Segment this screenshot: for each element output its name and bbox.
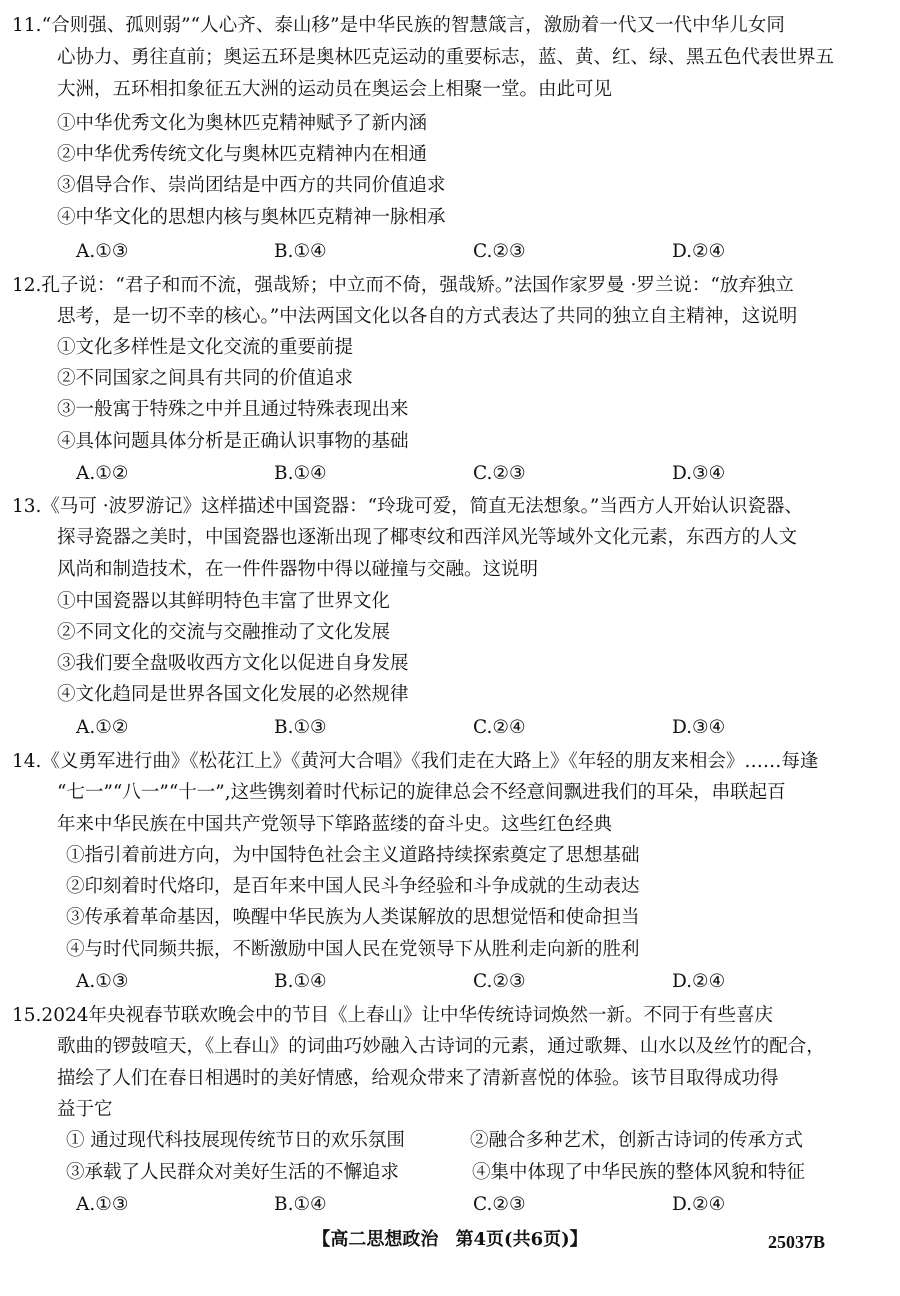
question-15-stem-line-4: 益于它	[57, 1099, 113, 1120]
page-footer	[0, 1228, 900, 1252]
footer-subject: 【高二思想政治	[312, 1229, 439, 1250]
question-14-stem-line-3: 年来中华民族在中国共产党领导下筚路蓝缕的奋斗史。这些红色经典	[57, 814, 613, 835]
question-13-stem-line-2: 探寻瓷器之美时，中国瓷器也逐渐出现了椰枣纹和西洋风光等域外文化元素，东西方的人文	[57, 527, 798, 548]
question-11-choice-d[interactable]: D.②④	[672, 241, 726, 262]
question-number: 15.	[12, 1005, 42, 1026]
question-15-choice-c[interactable]: C.②③	[473, 1194, 526, 1215]
question-12-statement-3: ③一般寓于特殊之中并且通过特殊表现出来	[57, 399, 409, 420]
question-12-statement-2: ②不同国家之间具有共同的价值追求	[57, 368, 354, 389]
question-15-choice-a[interactable]: A.①③	[76, 1194, 129, 1215]
question-12-choice-c[interactable]: C.②③	[473, 463, 526, 484]
footer-page-number: 第4页(共6页)】	[455, 1229, 588, 1250]
question-11-choice-a[interactable]: A.①③	[76, 241, 129, 262]
question-number: 11.	[12, 15, 42, 36]
question-13-statement-3: ③我们要全盘吸收西方文化以促进自身发展	[57, 653, 409, 674]
question-13-choice-c[interactable]: C.②④	[473, 717, 526, 738]
question-11-choice-c[interactable]: C.②③	[473, 241, 526, 262]
question-15-statement-3: ③承载了人民群众对美好生活的不懈追求	[66, 1162, 400, 1183]
question-15-statement-4: ④集中体现了中华民族的整体风貌和特征	[472, 1162, 806, 1183]
question-14-statement-1: ①指引着前进方向，为中国特色社会主义道路持续探索奠定了思想基础	[66, 845, 640, 866]
footer-exam-code: 25037B	[768, 1232, 826, 1252]
question-15-stem-line-3: 描绘了人们在春日相遇时的美好情感，给观众带来了清新喜悦的体验。该节目取得成功得	[57, 1068, 779, 1089]
question-14-statement-2: ②印刻着时代烙印，是百年来中国人民斗争经验和斗争成就的生动表达	[66, 876, 640, 897]
question-number: 12.	[12, 275, 42, 296]
question-13-choice-b[interactable]: B.①③	[274, 717, 327, 738]
question-11-statement-4: ④中华文化的思想内核与奥林匹克精神一脉相承	[57, 207, 446, 228]
question-14-choice-d[interactable]: D.②④	[672, 971, 726, 992]
question-13-statement-4: ④文化趋同是世界各国文化发展的必然规律	[57, 684, 409, 705]
question-12-statement-4: ④具体问题具体分析是正确认识事物的基础	[57, 431, 409, 452]
question-14-choice-c[interactable]: C.②③	[473, 971, 526, 992]
stem-text: 《马可 ·波罗游记》这样描述中国瓷器：“玲珑可爱，简直无法想象。”当西方人开始认识瓷器、	[41, 496, 803, 517]
question-11-statement-3: ③倡导合作、崇尚团结是中西方的共同价值追求	[57, 175, 446, 196]
question-12-stem-line-1	[12, 274, 794, 298]
question-13-choice-d[interactable]: D.③④	[672, 717, 726, 738]
question-11-stem-line-1	[12, 14, 888, 38]
question-11-stem-line-3: 大洲，五环相扣象征五大洲的运动员在奥运会上相聚一堂。由此可见	[57, 79, 613, 100]
question-14-statement-4: ④与时代同频共振，不断激励中国人民在党领导下从胜利走向新的胜利	[66, 939, 640, 960]
question-number: 13.	[12, 496, 42, 517]
question-12-stem-line-2: 思考，是一切不幸的核心。”中法两国文化以各自的方式表达了共同的独立自主精神，这说明	[57, 306, 798, 327]
question-14-choice-b[interactable]: B.①④	[274, 971, 327, 992]
question-15-statement-2: ②融合多种艺术，创新古诗词的传承方式	[470, 1130, 804, 1151]
stem-text: 2024年央视春节联欢晚会中的节目《上春山》让中华传统诗词焕然一新。不同于有些喜庆	[41, 1005, 774, 1026]
question-12-choice-d[interactable]: D.③④	[672, 463, 726, 484]
question-11-choice-b[interactable]: B.①④	[274, 241, 327, 262]
question-15-statement-1: ① 通过现代科技展现传统节日的欢乐氛围	[66, 1130, 405, 1151]
question-15-choice-d[interactable]: D.②④	[672, 1194, 726, 1215]
question-12-statement-1: ①文化多样性是文化交流的重要前提	[57, 337, 354, 358]
question-11-statement-1: ①中华优秀文化为奥林匹克精神赋予了新内涵	[57, 113, 428, 134]
stem-text: “合则强、孤则弱”“人心齐、泰山移”是中华民族的智慧箴言，激励着一代又一代中华儿女同	[41, 15, 785, 36]
question-13-statement-2: ②不同文化的交流与交融推动了文化发展	[57, 622, 391, 643]
stem-text: 孔子说：“君子和而不流，强哉矫；中立而不倚，强哉矫。”法国作家罗曼 ·罗兰说：“放弃独立	[41, 275, 794, 296]
question-14-statement-3: ③传承着革命基因，唤醒中华民族为人类谋解放的思想觉悟和使命担当	[66, 907, 640, 928]
question-13-stem-line-1	[12, 495, 803, 519]
question-11-statement-2: ②中华优秀传统文化与奥林匹克精神内在相通	[57, 144, 428, 165]
question-14-stem-line-1	[12, 750, 818, 774]
question-15-stem-line-2: 歌曲的锣鼓喧天，《上春山》的词曲巧妙融入古诗词的元素，通过歌舞、山水以及丝竹的配合，	[57, 1036, 825, 1057]
question-12-choice-b[interactable]: B.①④	[274, 463, 327, 484]
question-15-stem-line-1	[12, 1004, 773, 1028]
stem-text: 《义勇军进行曲》《松花江上》《黄河大合唱》《我们走在大路上》《年轻的朋友来相会》……每逢	[41, 751, 819, 772]
question-number: 14.	[12, 751, 42, 772]
question-13-choice-a[interactable]: A.①②	[76, 717, 129, 738]
question-14-choice-a[interactable]: A.①③	[76, 971, 129, 992]
question-11-stem-line-2: 心协力、勇往直前；奥运五环是奥林匹克运动的重要标志，蓝、黄、红、绿、黑五色代表世界五	[57, 47, 835, 68]
question-13-stem-line-3: 风尚和制造技术，在一件件器物中得以碰撞与交融。这说明	[57, 559, 539, 580]
question-14-stem-line-2: “七一”“八一”“十一”,这些镌刻着时代标记的旋律总会不经意间飘进我们的耳朵，串联起百	[57, 782, 786, 803]
question-15-choice-b[interactable]: B.①④	[274, 1194, 327, 1215]
question-13-statement-1: ①中国瓷器以其鲜明特色丰富了世界文化	[57, 591, 391, 612]
question-12-choice-a[interactable]: A.①②	[76, 463, 129, 484]
